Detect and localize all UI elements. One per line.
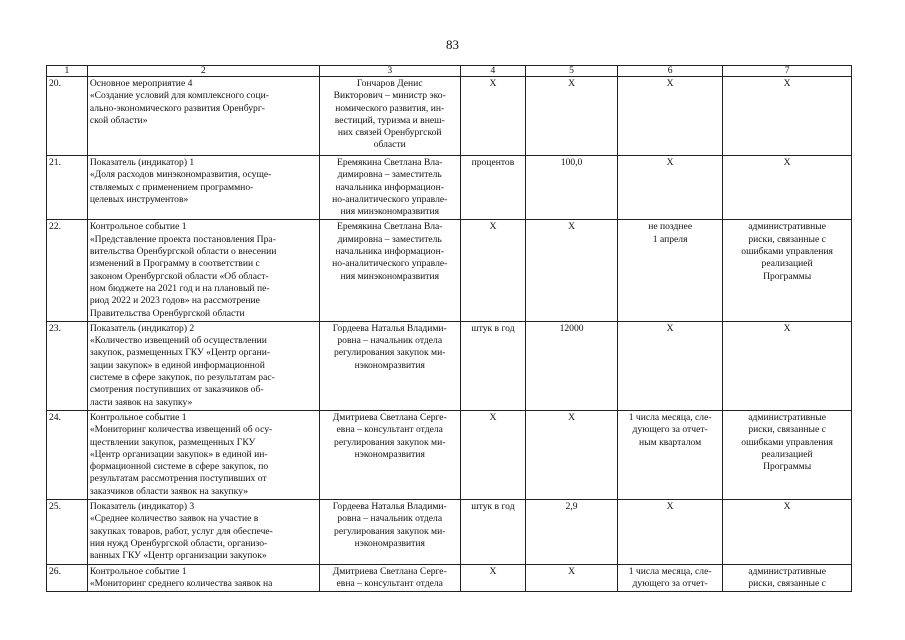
row-number: 25. [47, 500, 88, 564]
column-header: 3 [319, 66, 460, 77]
item-name: Контрольное событие 1 «Мониторинг количества извещений об осу- ществлении закупок, размещенных ГКУ «Центр организации закупок» в единой ин- формационной системе в сфере закупок, по результатам рассмотрения поступивших от заказчиков области заявок на закупку» [87, 410, 319, 499]
column-header: 4 [460, 66, 525, 77]
target-value: Х [526, 77, 618, 156]
unit-of-measure: процентов [460, 156, 525, 220]
table-row [47, 410, 852, 499]
row-number: 26. [47, 564, 88, 592]
risks: Х [723, 500, 852, 564]
table-row [47, 220, 852, 321]
deadline: не позднее 1 апреля [618, 220, 723, 321]
table-row [47, 564, 852, 592]
responsible-person: Еремякина Светлана Вла- димировна – заместитель начальника информацион- но-аналитического управле- ния минэкономразвития [319, 156, 460, 220]
deadline: 1 числа месяца, сле- дующего за отчет- ным кварталом [618, 410, 723, 499]
row-number: 20. [47, 77, 88, 156]
table-row [47, 321, 852, 410]
item-name: Показатель (индикатор) 3 «Среднее количество заявок на участие в закупках товаров, работ, услуг для обеспече- ния нужд Оренбургской области, организо- ванных ГКУ «Центр организации закупок» [87, 500, 319, 564]
risks: административные риски, связанные с ошибками управления реализацией Программы [723, 410, 852, 499]
column-header: 6 [618, 66, 723, 77]
row-number: 22. [47, 220, 88, 321]
target-value: 12000 [526, 321, 618, 410]
item-name: Основное мероприятие 4 «Создание условий для комплексного соци- ально-экономического развития Оренбург- ской области» [87, 77, 319, 156]
responsible-person: Гордеева Наталья Владими- ровна – начальник отдела регулирования закупок ми- нэкономразвития [319, 321, 460, 410]
item-name: Контрольное событие 1 «Представление проекта постановления Пра- вительства Оренбургской области о внесении изменений в Программу в соответствии с законом Оренбургской области «Об област- ном бюджете на 2021 год и на плановый пе- риод 2022 и 2023 годов» на рассмотрение Правительства Оренбургской области [87, 220, 319, 321]
responsible-person: Дмитриева Светлана Серге- евна – консультант отдела регулирования закупок ми- нэкономразвития [319, 410, 460, 499]
unit-of-measure: штук в год [460, 500, 525, 564]
deadline: Х [618, 156, 723, 220]
target-value: 2,9 [526, 500, 618, 564]
deadline: Х [618, 500, 723, 564]
unit-of-measure: штук в год [460, 321, 525, 410]
row-number: 24. [47, 410, 88, 499]
program-table [46, 65, 852, 592]
deadline: 1 числа месяца, сле- дующего за отчет- [618, 564, 723, 592]
row-number: 23. [47, 321, 88, 410]
header-row [47, 66, 852, 77]
table-row [47, 77, 852, 156]
responsible-person: Гордеева Наталья Владими- ровна – начальник отдела регулирования закупок ми- нэкономразвития [319, 500, 460, 564]
unit-of-measure: Х [460, 410, 525, 499]
column-header: 2 [87, 66, 319, 77]
table-row [47, 500, 852, 564]
column-header: 1 [47, 66, 88, 77]
target-value: Х [526, 564, 618, 592]
responsible-person: Гончаров Денис Викторович – министр эко- номического развития, ин- вестиций, туризма и внеш- них связей Оренбургской области [319, 77, 460, 156]
risks: Х [723, 156, 852, 220]
target-value: 100,0 [526, 156, 618, 220]
item-name: Контрольное событие 1 «Мониторинг среднего количества заявок на [87, 564, 319, 592]
item-name: Показатель (индикатор) 1 «Доля расходов минэкономразвития, осуще- ствляемых с применением программно- целевых инструментов» [87, 156, 319, 220]
risks: административные риски, связанные с [723, 564, 852, 592]
risks: Х [723, 77, 852, 156]
unit-of-measure: Х [460, 220, 525, 321]
table-row [47, 156, 852, 220]
column-header: 5 [526, 66, 618, 77]
risks: Х [723, 321, 852, 410]
unit-of-measure: Х [460, 564, 525, 592]
column-header: 7 [723, 66, 852, 77]
deadline: Х [618, 321, 723, 410]
deadline: Х [618, 77, 723, 156]
responsible-person: Еремякина Светлана Вла- димировна – заместитель начальника информацион- но-аналитического управле- ния минэкономразвития [319, 220, 460, 321]
unit-of-measure: Х [460, 77, 525, 156]
item-name: Показатель (индикатор) 2 «Количество извещений об осуществлении закупок, размещенных ГКУ «Центр органи- зации закупок» в единой информационной системе в сфере закупок, по результатам рас- смотрения поступивших от заказчиков об- ласти заявок на закупку» [87, 321, 319, 410]
responsible-person: Дмитриева Светлана Серге- евна – консультант отдела [319, 564, 460, 592]
target-value: Х [526, 220, 618, 321]
risks: административные риски, связанные с ошибками управления реализацией Программы [723, 220, 852, 321]
page-number: 83 [446, 37, 459, 52]
row-number: 21. [47, 156, 88, 220]
target-value: Х [526, 410, 618, 499]
